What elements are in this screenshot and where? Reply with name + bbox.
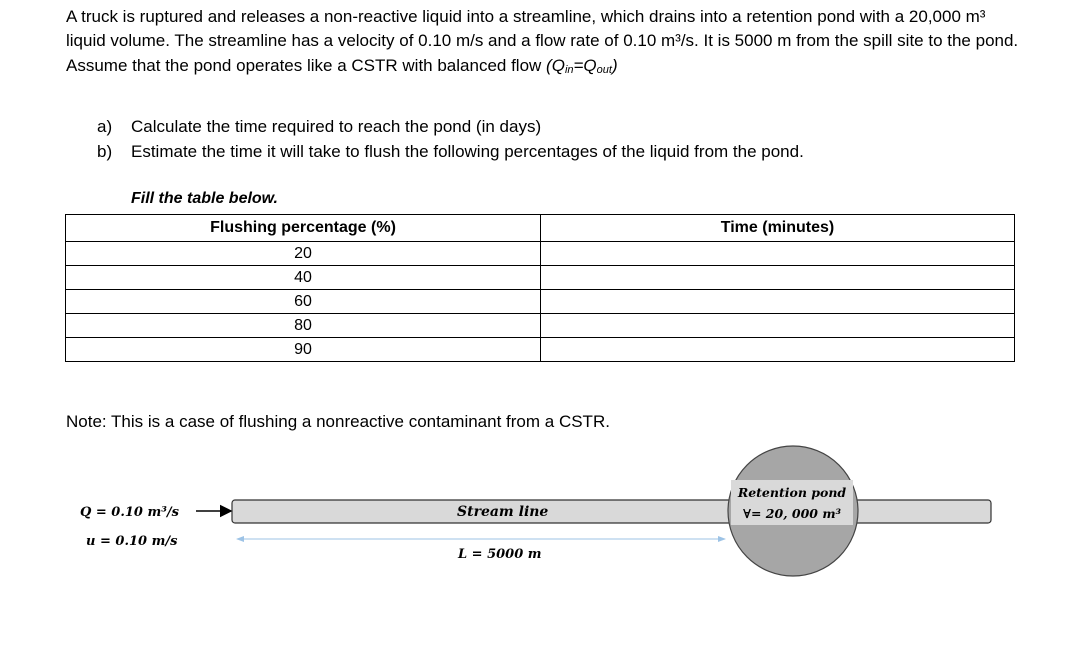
length-label: L = 5000 m	[458, 547, 542, 562]
flow-rate-label: Q = 0.10 m³/s	[80, 505, 179, 520]
pct-cell: 80	[66, 314, 541, 338]
question-list	[97, 114, 804, 164]
table-row	[66, 314, 1015, 338]
table-row	[66, 242, 1015, 266]
question-a: a) Calculate the time required to reach the pond (in days)	[97, 117, 542, 136]
pond-title: Retention pond	[737, 485, 847, 500]
time-cell[interactable]	[541, 242, 1015, 266]
time-cell[interactable]	[541, 314, 1015, 338]
stream-pond-diagram	[0, 440, 1079, 671]
stream-line-label: Stream line	[457, 504, 549, 520]
pct-cell: 90	[66, 338, 541, 362]
outlet-pipe	[853, 500, 991, 523]
pct-cell: 20	[66, 242, 541, 266]
pond-volume: ∀= 20, 000 m³	[742, 506, 842, 521]
table-row	[66, 338, 1015, 362]
problem-text: A truck is ruptured and releases a non-reactive liquid into a streamline, which drains into a retention pond with a 20,000 m³ liquid volume. The streamline has a velocity of 0.10 m/s and a flow rate of 0.10 m³/s. It is 5000 m from the spill site to the pond. Assume that the pond operates like a CSTR with balanced flow	[66, 7, 1019, 75]
velocity-label: u = 0.10 m/s	[86, 534, 178, 549]
table-row	[66, 290, 1015, 314]
time-cell[interactable]	[541, 338, 1015, 362]
flushing-table	[65, 214, 1015, 362]
time-cell[interactable]	[541, 266, 1015, 290]
pct-cell: 60	[66, 290, 541, 314]
note-text: Note: This is a case of flushing a nonreactive contaminant from a CSTR.	[66, 412, 610, 431]
pct-cell: 40	[66, 266, 541, 290]
header-time-minutes: Time (minutes)	[541, 215, 1015, 242]
table-caption: Fill the table below.	[131, 190, 278, 207]
table-header-row	[66, 215, 1015, 242]
question-b: b) Estimate the time it will take to flush the following percentages of the liquid from the pond.	[97, 142, 804, 161]
header-flushing-percentage: Flushing percentage (%)	[66, 215, 541, 242]
table-row	[66, 266, 1015, 290]
time-cell[interactable]	[541, 290, 1015, 314]
problem-statement	[66, 5, 1026, 82]
balanced-flow-formula: $(Q_{in}=Q_{out})$	[546, 55, 618, 76]
